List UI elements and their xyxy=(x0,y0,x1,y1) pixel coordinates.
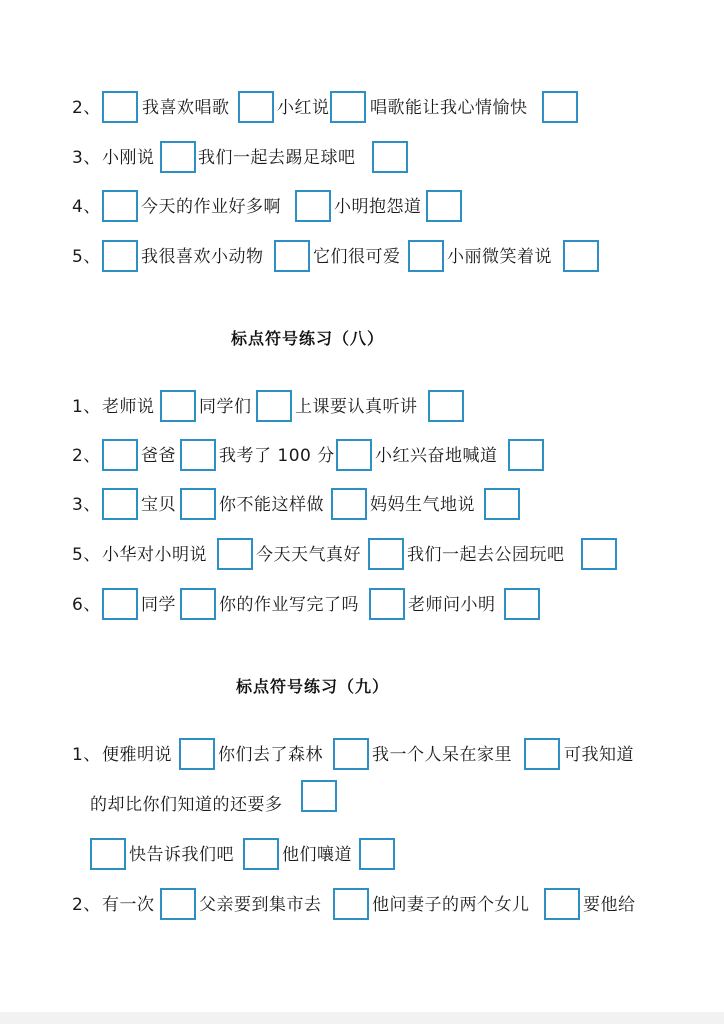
section-title: 标点符号练习（八） xyxy=(231,329,385,348)
punctuation-blank[interactable] xyxy=(369,588,405,620)
item-number: 6、 xyxy=(72,595,101,615)
sentence-text: 老师说 xyxy=(102,397,155,417)
punctuation-blank[interactable] xyxy=(160,390,196,422)
sentence-text: 小华对小明说 xyxy=(102,545,207,565)
item-number: 1、 xyxy=(72,745,101,765)
sentence-text: 同学 xyxy=(141,595,176,615)
punctuation-blank[interactable] xyxy=(372,141,408,173)
sentence-text: 快告诉我们吧 xyxy=(129,845,234,865)
sentence-text: 我考了 100 分 xyxy=(219,446,335,466)
punctuation-blank[interactable] xyxy=(524,738,560,770)
punctuation-blank[interactable] xyxy=(544,888,580,920)
punctuation-blank[interactable] xyxy=(542,91,578,123)
punctuation-blank[interactable] xyxy=(504,588,540,620)
punctuation-blank[interactable] xyxy=(408,240,444,272)
punctuation-blank[interactable] xyxy=(102,488,138,520)
punctuation-blank[interactable] xyxy=(581,538,617,570)
item-number: 1、 xyxy=(72,397,101,417)
sentence-text: 他们嚷道 xyxy=(282,845,352,865)
punctuation-blank[interactable] xyxy=(563,240,599,272)
sentence-text: 宝贝 xyxy=(141,495,176,515)
punctuation-blank[interactable] xyxy=(102,240,138,272)
sentence-text: 可我知道 xyxy=(564,745,634,765)
sentence-text: 妈妈生气地说 xyxy=(370,495,475,515)
punctuation-blank[interactable] xyxy=(336,439,372,471)
sentence-text: 小红兴奋地喊道 xyxy=(375,446,498,466)
punctuation-blank[interactable] xyxy=(428,390,464,422)
sentence-text: 便雅明说 xyxy=(102,745,172,765)
punctuation-blank[interactable] xyxy=(274,240,310,272)
sentence-text: 我们一起去公园玩吧 xyxy=(407,545,565,565)
sentence-text: 老师问小明 xyxy=(408,595,496,615)
punctuation-blank[interactable] xyxy=(333,888,369,920)
punctuation-blank[interactable] xyxy=(331,488,367,520)
punctuation-blank[interactable] xyxy=(90,838,126,870)
item-number: 5、 xyxy=(72,545,101,565)
sentence-text: 我一个人呆在家里 xyxy=(372,745,512,765)
sentence-text: 同学们 xyxy=(199,397,252,417)
punctuation-blank[interactable] xyxy=(359,838,395,870)
punctuation-blank[interactable] xyxy=(368,538,404,570)
sentence-text: 上课要认真听讲 xyxy=(295,397,418,417)
sentence-text: 有一次 xyxy=(102,895,155,915)
punctuation-blank[interactable] xyxy=(179,738,215,770)
item-number: 5、 xyxy=(72,247,101,267)
punctuation-blank[interactable] xyxy=(102,190,138,222)
sentence-text: 小刚说 xyxy=(102,148,155,168)
sentence-text: 要他给 xyxy=(583,895,636,915)
sentence-text: 你们去了森林 xyxy=(218,745,323,765)
sentence-text: 我喜欢唱歌 xyxy=(142,98,230,118)
item-number: 4、 xyxy=(72,197,101,217)
sentence-text: 今天天气真好 xyxy=(256,545,361,565)
punctuation-blank[interactable] xyxy=(301,780,337,812)
punctuation-blank[interactable] xyxy=(243,838,279,870)
sentence-text: 的却比你们知道的还要多 xyxy=(90,795,283,815)
punctuation-blank[interactable] xyxy=(330,91,366,123)
sentence-text: 我们一起去踢足球吧 xyxy=(198,148,356,168)
punctuation-blank[interactable] xyxy=(160,141,196,173)
sentence-text: 父亲要到集市去 xyxy=(199,895,322,915)
sentence-text: 你的作业写完了吗 xyxy=(219,595,359,615)
punctuation-blank[interactable] xyxy=(180,488,216,520)
punctuation-blank[interactable] xyxy=(295,190,331,222)
section-title: 标点符号练习（九） xyxy=(236,677,390,696)
item-number: 2、 xyxy=(72,895,101,915)
sentence-text: 小红说 xyxy=(277,98,330,118)
punctuation-blank[interactable] xyxy=(180,439,216,471)
sentence-text: 他问妻子的两个女儿 xyxy=(372,895,530,915)
sentence-text: 我很喜欢小动物 xyxy=(141,247,264,267)
punctuation-blank[interactable] xyxy=(217,538,253,570)
sentence-text: 小丽微笑着说 xyxy=(447,247,552,267)
sentence-text: 唱歌能让我心情愉快 xyxy=(370,98,528,118)
punctuation-blank[interactable] xyxy=(426,190,462,222)
item-number: 3、 xyxy=(72,495,101,515)
punctuation-blank[interactable] xyxy=(180,588,216,620)
punctuation-blank[interactable] xyxy=(333,738,369,770)
punctuation-blank[interactable] xyxy=(484,488,520,520)
item-number: 2、 xyxy=(72,446,101,466)
sentence-text: 它们很可爱 xyxy=(313,247,401,267)
punctuation-blank[interactable] xyxy=(160,888,196,920)
punctuation-blank[interactable] xyxy=(256,390,292,422)
punctuation-blank[interactable] xyxy=(102,439,138,471)
punctuation-blank[interactable] xyxy=(102,91,138,123)
item-number: 2、 xyxy=(72,98,101,118)
punctuation-blank[interactable] xyxy=(508,439,544,471)
sentence-text: 今天的作业好多啊 xyxy=(141,197,281,217)
punctuation-blank[interactable] xyxy=(238,91,274,123)
page-footer-band xyxy=(0,1012,724,1024)
sentence-text: 小明抱怨道 xyxy=(334,197,422,217)
sentence-text: 爸爸 xyxy=(141,446,176,466)
punctuation-blank[interactable] xyxy=(102,588,138,620)
item-number: 3、 xyxy=(72,148,101,168)
sentence-text: 你不能这样做 xyxy=(219,495,324,515)
